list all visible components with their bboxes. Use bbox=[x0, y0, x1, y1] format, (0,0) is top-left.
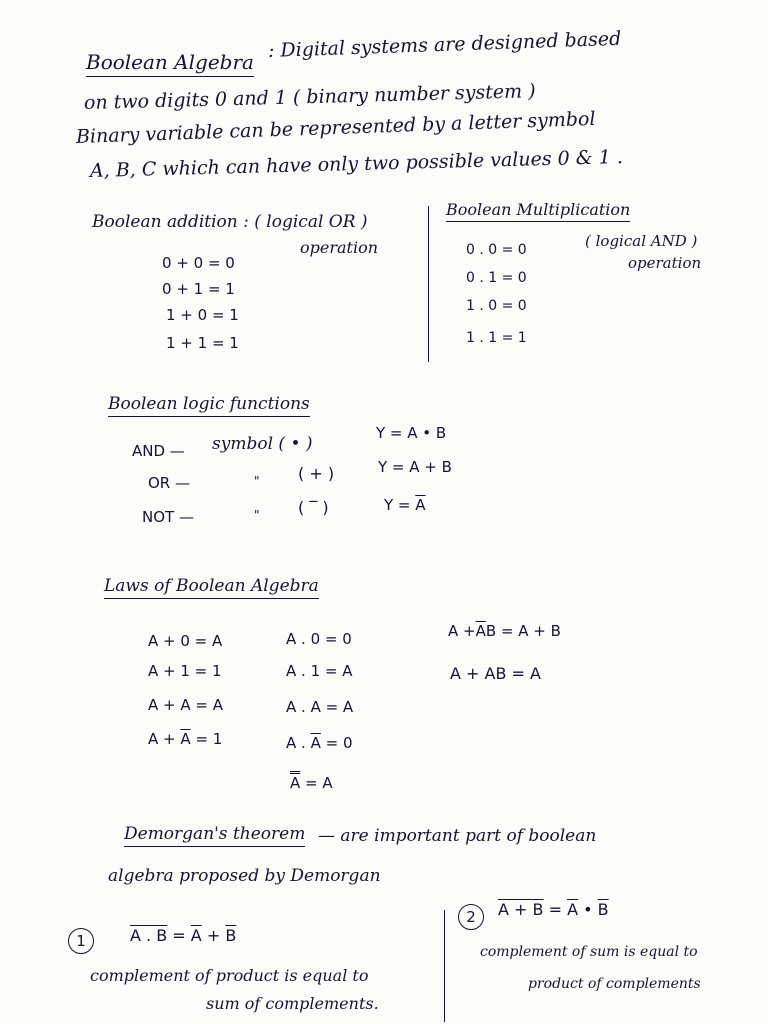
theorem-1-lhs: A . B bbox=[130, 926, 168, 945]
addition-row-2: 0 + 1 = 1 bbox=[162, 280, 235, 298]
demorgan-line-1: — are important part of boolean bbox=[318, 826, 597, 846]
laws-heading: Laws of Boolean Algebra bbox=[104, 576, 319, 599]
and-label: AND — bbox=[132, 442, 185, 460]
law-c3-r1 bbox=[448, 622, 561, 640]
column-divider bbox=[428, 206, 429, 362]
addition-row-1: 0 + 0 = 0 bbox=[162, 254, 235, 272]
theorem-1-a: $\overline{A}$ bbox=[190, 926, 202, 945]
law-c3-r1-suffix: B = A + B bbox=[485, 622, 561, 640]
multiplication-note-1: ( logical AND ) bbox=[585, 232, 698, 250]
law-c3-r2: A + AB = A bbox=[450, 664, 541, 683]
not-expression bbox=[384, 496, 426, 514]
addition-note: operation bbox=[300, 238, 379, 257]
law-c2-r4-variable: $\overline{A}$ bbox=[310, 734, 321, 752]
theorem-1-plus: + bbox=[206, 926, 221, 945]
theorem-1-formula bbox=[130, 926, 236, 945]
theorem-2-formula bbox=[498, 900, 609, 919]
intro-line-1: : Digital systems are designed based bbox=[267, 27, 622, 62]
and-symbol: symbol ( • ) bbox=[212, 434, 313, 454]
or-label: OR — bbox=[148, 474, 190, 492]
law-c3-r1-prefix: A + bbox=[448, 622, 476, 640]
law-c2-r1: A . 0 = 0 bbox=[286, 630, 352, 648]
addition-row-3: 1 + 0 = 1 bbox=[166, 306, 239, 324]
theorem-divider bbox=[444, 910, 445, 1022]
law-c1-r4-prefix: A + bbox=[148, 730, 176, 748]
not-label: NOT — bbox=[142, 508, 194, 526]
law-c1-r2: A + 1 = 1 bbox=[148, 662, 222, 680]
intro-line-3: Binary variable can be represented by a letter symbol bbox=[75, 107, 596, 148]
theorem-1-description-1: complement of product is equal to bbox=[90, 966, 369, 985]
addition-row-4: 1 + 1 = 1 bbox=[166, 334, 239, 352]
law-c2-r3: A . A = A bbox=[286, 698, 354, 716]
addition-heading: Boolean addition : ( logical OR ) bbox=[92, 212, 368, 232]
multiplication-row-4: 1 . 1 = 1 bbox=[466, 330, 527, 346]
or-symbol: ( + ) bbox=[298, 464, 335, 483]
multiplication-row-2: 0 . 1 = 0 bbox=[466, 270, 527, 286]
theorem-2-eq: = bbox=[548, 900, 562, 919]
theorem-1-number: 1 bbox=[68, 928, 94, 954]
law-c1-r4-suffix: = 1 bbox=[195, 730, 223, 748]
or-expression: Y = A + B bbox=[378, 458, 452, 476]
theorem-2-dot: • bbox=[583, 900, 593, 919]
theorem-2-number: 2 bbox=[458, 904, 484, 930]
law-c2-r5-suffix: = A bbox=[305, 774, 333, 792]
theorem-2-lhs: A + B bbox=[498, 900, 544, 919]
law-c2-r5 bbox=[290, 774, 333, 792]
theorem-1-description-2: sum of complements. bbox=[206, 994, 379, 1013]
demorgan-heading: Demorgan's theorem bbox=[124, 824, 305, 847]
not-expression-variable: $\overline{A}$ bbox=[415, 496, 426, 514]
or-ditto: " bbox=[254, 474, 260, 488]
multiplication-note-2: operation bbox=[628, 254, 702, 272]
law-c2-r5-variable: A bbox=[290, 774, 301, 792]
law-c2-r4-suffix: = 0 bbox=[325, 734, 353, 752]
not-symbol: ( ‾ ) bbox=[298, 498, 329, 517]
demorgan-line-2: algebra proposed by Demorgan bbox=[108, 866, 381, 886]
theorem-2-a: $\overline{A}$ bbox=[567, 900, 579, 919]
multiplication-row-1: 0 . 0 = 0 bbox=[466, 242, 527, 258]
theorem-2-b: $\overline{B}$ bbox=[597, 900, 609, 919]
law-c2-r2: A . 1 = A bbox=[286, 662, 353, 680]
law-c1-r1: A + 0 = A bbox=[148, 632, 223, 650]
law-c3-r1-variable: $\overline{A}$ bbox=[475, 622, 486, 640]
not-ditto: " bbox=[254, 508, 260, 522]
intro-line-4: A, B, C which can have only two possible values 0 & 1 . bbox=[89, 146, 624, 182]
page-title: Boolean Algebra bbox=[86, 50, 254, 77]
theorem-1-b: $\overline{B}$ bbox=[225, 926, 237, 945]
law-c2-r4-prefix: A . bbox=[286, 734, 306, 752]
theorem-2-description-2: product of complements bbox=[528, 976, 701, 992]
theorem-1-eq: = bbox=[172, 926, 186, 945]
and-expression: Y = A • B bbox=[376, 424, 447, 442]
logic-heading: Boolean logic functions bbox=[108, 394, 310, 417]
multiplication-heading: Boolean Multiplication bbox=[446, 200, 630, 222]
law-c1-r4 bbox=[148, 730, 222, 748]
law-c1-r4-variable: $\overline{A}$ bbox=[180, 730, 191, 748]
law-c1-r3: A + A = A bbox=[148, 696, 223, 714]
not-expression-prefix: Y = bbox=[384, 496, 411, 514]
law-c2-r4 bbox=[286, 734, 353, 752]
theorem-2-description-1: complement of sum is equal to bbox=[480, 944, 698, 960]
intro-line-2: on two digits 0 and 1 ( binary number system ) bbox=[83, 80, 536, 114]
multiplication-row-3: 1 . 0 = 0 bbox=[466, 298, 527, 314]
